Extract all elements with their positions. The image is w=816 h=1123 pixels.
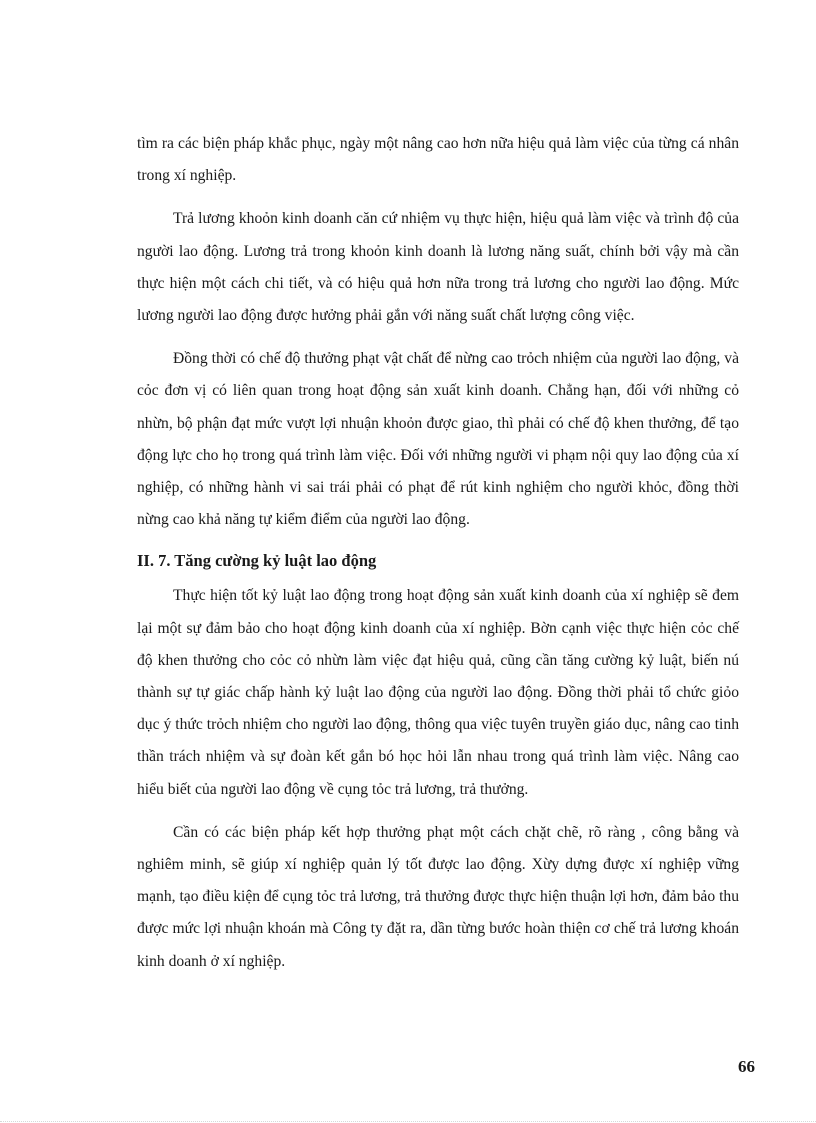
paragraph-payroll: Trả lương khoỏn kinh doanh căn cứ nhiệm vụ thực hiện, hiệu quả làm việc và trình độ của người lao động. Lương trả trong khoỏn kinh doanh là lương năng suất, chính bởi vậy mà cần thực hiện một cách chi tiết, và có hiệu quả hơn nữa trong trả lương cho người lao động. Mức lương người lao động được hưởng phải gắn với năng suất chất lượng công việc. — [137, 210, 739, 325]
paragraph-discipline: Thực hiện tốt kỷ luật lao động trong hoạt động sản xuất kinh doanh của xí nghiệp sẽ đem lại một sự đảm bảo cho hoạt động kinh doanh của xí nghiệp. Bờn cạnh việc thực hiện cỏc chế độ khen thưởng cho cỏc cỏ nhừn làm việc đạt hiệu quả, cũng cần tăng cường kỷ luật, biến nú thành sự tự giác chấp hành kỷ luật lao động của người lao động. Đồng thời phải tổ chức giỏo dục ý thức trỏch nhiệm cho người lao động, thông qua việc tuyên truyền giáo dục, nâng cao tinh thần trách nhiệm và sự đoàn kết gắn bó học hỏi lẫn nhau trong quá trình làm việc. Nâng cao hiểu biết của người lao động về cụng tỏc trả lương, trả thưởng. — [137, 587, 739, 798]
paragraph-measures: Cần có các biện pháp kết hợp thưởng phạt một cách chặt chẽ, rõ ràng , công bằng và nghiêm minh, sẽ giúp xí nghiệp quản lý tốt được lao động. Xừy dựng được xí nghiệp vững mạnh, tạo điều kiện để cụng tỏc trả lương, trả thưởng được thực hiện thuận lợi hơn, đảm bảo thu được mức lợi nhuận khoán mà Công ty đặt ra, dần từng bước hoàn thiện cơ chế trả lương khoán kinh doanh ở xí nghiệp. — [137, 823, 739, 970]
section-heading: II. 7. Tăng cường kỷ luật lao động — [137, 551, 377, 571]
paragraph-rewards: Đồng thời có chế độ thưởng phạt vật chất để nừng cao trỏch nhiệm của người lao động, và cỏc đơn vị có liên quan trong hoạt động sản xuất kinh doanh. Chẳng hạn, đối với những cỏ nhừn, bộ phận đạt mức vượt lợi nhuận khoỏn được giao, thì phải có chế độ khen thưởng, để tạo động lực cho họ trong quá trình làm việc. Đối với những người vi phạm nội quy lao động của xí nghiệp, có những hành vi sai trái phải có phạt để rút kinh nghiệm cho người khỏc, đồng thời nừng cao khả năng tự kiểm điểm của người lao động. — [137, 350, 739, 529]
document-body — [137, 128, 739, 989]
page-number: 66 — [738, 1057, 755, 1076]
paragraph-continuation: tìm ra các biện pháp khắc phục, ngày một nâng cao hơn nữa hiệu quả làm việc của từng cá nhân trong xí nghiệp. — [137, 135, 739, 185]
footer-divider — [0, 1121, 816, 1122]
